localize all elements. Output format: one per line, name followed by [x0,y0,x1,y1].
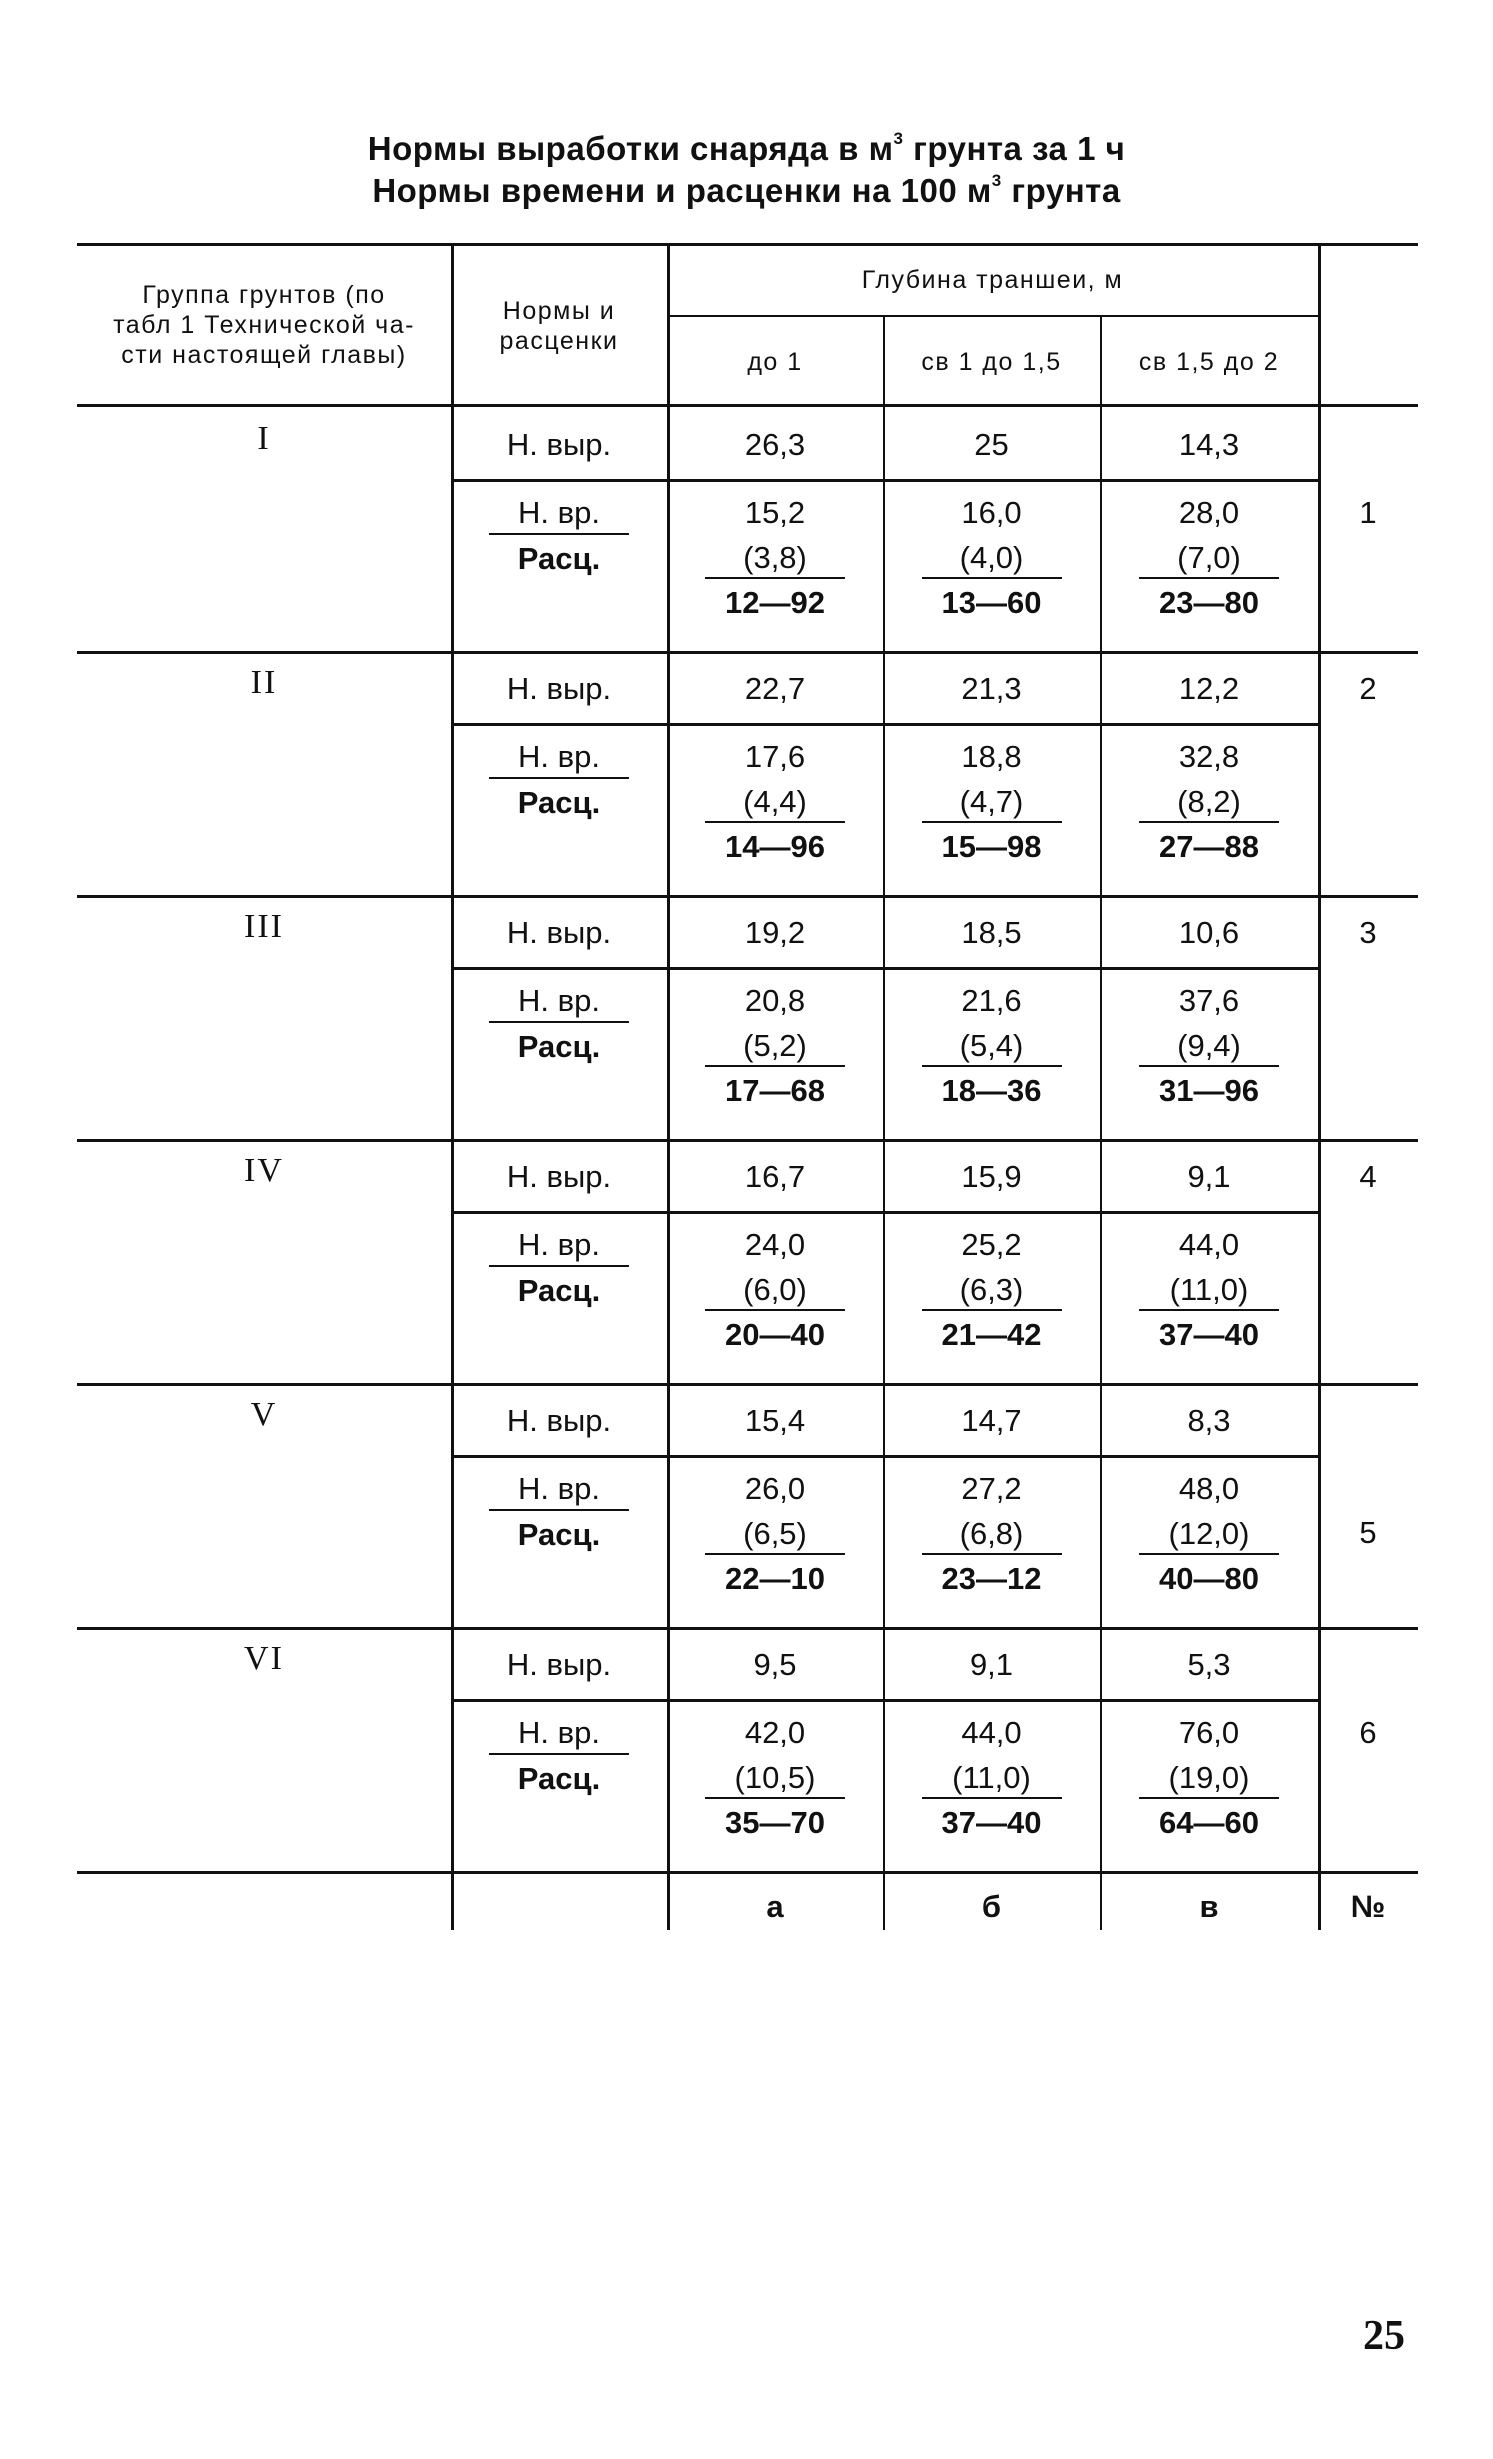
value-nvyr: 10,6 [1178,915,1240,950]
group-bottom-rule [77,1383,1418,1386]
value-paren: (3,8) [743,540,807,575]
value-fraction-bar [705,1309,845,1311]
footer-col-2: б [981,1889,1002,1924]
row-number: 4 [1359,1159,1377,1194]
value-paren: (5,4) [959,1028,1024,1063]
value-fraction-bar [1139,1309,1279,1311]
value-fraction-bar [922,821,1062,823]
label-nvyr: Н. выр. [506,1403,612,1438]
label-fraction-bar [489,777,629,779]
row-number: 6 [1359,1715,1377,1750]
value-nvr: 28,0 [1178,495,1240,530]
label-rasc: Расц. [517,541,601,576]
value-nvyr: 19,2 [744,915,806,950]
value-rasc: 18—36 [941,1073,1042,1108]
value-rasc: 12—92 [725,585,825,620]
label-nvr: Н. вр. [518,739,600,774]
footer-col-1: а [766,1889,784,1924]
row-number: 5 [1359,1515,1377,1550]
label-fraction-bar [489,1021,629,1023]
value-paren: (5,2) [743,1028,807,1063]
header-group-col-line: Группа грунтов (по [142,281,386,309]
header-group-col-line: сти настоящей главы) [121,341,407,369]
nvyr-bottom-rule [451,1699,1318,1702]
title-line-2: Нормы времени и расценки на 100 $м^3$ грунта [372,171,1121,209]
value-nvr: 27,2 [961,1471,1022,1506]
row-number: 1 [1359,495,1377,530]
value-nvyr: 9,1 [1187,1159,1231,1194]
value-rasc: 64—60 [1159,1805,1259,1840]
group-label: VI [244,1640,284,1677]
value-nvyr: 18,5 [961,915,1022,950]
nvyr-bottom-rule [451,1211,1318,1214]
group-bottom-rule [77,1139,1418,1142]
value-paren: (19,0) [1168,1760,1250,1795]
value-fraction-bar [705,1065,845,1067]
label-rasc: Расц. [517,1273,601,1308]
value-rasc: 20—40 [725,1317,825,1352]
value-fraction-bar [922,1797,1062,1799]
value-nvyr: 21,3 [961,671,1022,706]
footer-col-4: № [1350,1889,1386,1924]
col-divider-c [1100,315,1102,1930]
value-nvyr: 12,2 [1178,671,1240,706]
value-rasc: 14—96 [725,829,825,864]
page-number: 25 [1363,2313,1405,2359]
value-rasc: 27—88 [1159,829,1259,864]
col-divider-norms [451,243,454,1930]
value-nvr: 25,2 [961,1227,1022,1262]
header-depth-title: Глубина траншеи, м [861,266,1124,294]
value-paren: (4,0) [959,540,1024,575]
value-rasc: 35—70 [725,1805,825,1840]
value-paren: (11,0) [1169,1272,1249,1307]
label-nvr: Н. вр. [518,495,600,530]
value-paren: (10,5) [734,1760,816,1795]
label-fraction-bar [489,1265,629,1267]
value-paren: (4,7) [959,784,1024,819]
value-fraction-bar [1139,577,1279,579]
header-depth-col-3: св 1,5 до 2 [1138,348,1280,376]
label-rasc: Расц. [517,1029,601,1064]
value-fraction-bar [922,577,1062,579]
value-paren: (6,5) [743,1516,807,1551]
label-rasc: Расц. [517,785,601,820]
header-depth-col-2: св 1 до 1,5 [921,348,1062,376]
value-nvr: 42,0 [744,1715,806,1750]
group-bottom-rule [77,1627,1418,1630]
value-nvyr: 8,3 [1187,1403,1231,1438]
header-norms-col-line: Нормы и [502,297,616,325]
value-nvyr: 16,7 [744,1159,806,1194]
col-divider-b [883,315,885,1930]
group-label: II [250,664,278,701]
value-nvr: 24,0 [744,1227,806,1262]
value-fraction-bar [705,1797,845,1799]
value-nvyr: 15,4 [744,1403,806,1438]
header-bottom-rule [77,404,1418,407]
nvyr-bottom-rule [451,967,1318,970]
group-bottom-rule [77,895,1418,898]
value-nvr: 48,0 [1178,1471,1240,1506]
label-nvyr: Н. выр. [506,1159,612,1194]
value-fraction-bar [1139,1065,1279,1067]
value-nvyr: 22,7 [744,671,806,706]
value-nvyr: 26,3 [744,427,806,462]
value-rasc: 15—98 [941,829,1042,864]
value-nvyr: 14,7 [961,1403,1022,1438]
value-rasc: 21—42 [941,1317,1042,1352]
value-rasc: 13—60 [941,585,1042,620]
value-nvr: 17,6 [744,739,806,774]
value-nvyr: 5,3 [1187,1647,1231,1682]
value-fraction-bar [1139,1797,1279,1799]
label-nvr: Н. вр. [518,1715,600,1750]
col-divider-depth [667,243,670,1930]
value-paren: (11,0) [952,1760,1031,1795]
value-fraction-bar [705,577,845,579]
value-paren: (12,0) [1168,1516,1250,1551]
value-nvr: 18,8 [961,739,1022,774]
value-nvyr: 9,5 [753,1647,797,1682]
footer-col-3: в [1199,1889,1219,1924]
value-nvyr: 15,9 [961,1159,1022,1194]
value-fraction-bar [922,1065,1062,1067]
value-nvr: 37,6 [1178,983,1240,1018]
value-fraction-bar [1139,821,1279,823]
value-fraction-bar [705,1553,845,1555]
group-label: IV [244,1152,284,1189]
label-rasc: Расц. [517,1517,601,1552]
row-number: 2 [1359,671,1377,706]
label-nvr: Н. вр. [518,1227,600,1262]
value-nvyr: 25 [974,427,1009,462]
header-depth-col-1: до 1 [747,348,803,376]
value-nvr: 16,0 [961,495,1022,530]
value-paren: (6,8) [959,1516,1024,1551]
value-nvr: 44,0 [961,1715,1022,1750]
label-fraction-bar [489,1509,629,1511]
group-label: V [250,1396,278,1433]
value-nvr: 20,8 [744,983,806,1018]
value-nvyr: 9,1 [969,1647,1014,1682]
value-fraction-bar [922,1553,1062,1555]
title-line-1: Нормы выработки снаряда в $м^3$ грунта за 1 ч [367,129,1126,167]
label-fraction-bar [489,533,629,535]
col-divider-num [1318,243,1321,1930]
value-rasc: 23—80 [1159,585,1259,620]
value-nvr: 44,0 [1178,1227,1240,1262]
value-rasc: 23—12 [941,1561,1042,1596]
value-nvr: 32,8 [1178,739,1240,774]
value-paren: (4,4) [743,784,807,819]
nvyr-bottom-rule [451,1455,1318,1458]
label-rasc: Расц. [517,1761,601,1796]
label-nvyr: Н. выр. [506,915,612,950]
group-label: I [257,420,271,457]
value-nvr: 21,6 [961,983,1022,1018]
label-nvr: Н. вр. [518,983,600,1018]
group-bottom-rule [77,651,1418,654]
value-nvyr: 14,3 [1178,427,1240,462]
nvyr-bottom-rule [451,723,1318,726]
header-norms-col-line: расценки [499,327,619,355]
label-fraction-bar [489,1753,629,1755]
value-paren: (7,0) [1177,540,1241,575]
value-rasc: 37—40 [1159,1317,1259,1352]
value-paren: (6,0) [743,1272,807,1307]
value-paren: (6,3) [959,1272,1024,1307]
value-rasc: 37—40 [941,1805,1042,1840]
value-rasc: 22—10 [725,1561,825,1596]
value-paren: (8,2) [1177,784,1241,819]
value-fraction-bar [1139,1553,1279,1555]
value-rasc: 31—96 [1159,1073,1259,1108]
value-fraction-bar [922,1309,1062,1311]
label-nvyr: Н. выр. [506,427,612,462]
header-group-col-line: табл 1 Технической ча- [113,311,415,339]
label-nvyr: Н. выр. [506,671,612,706]
group-bottom-rule [77,1871,1418,1874]
label-nvyr: Н. выр. [506,1647,612,1682]
value-nvr: 15,2 [744,495,806,530]
value-nvr: 26,0 [744,1471,806,1506]
value-rasc: 17—68 [725,1073,825,1108]
row-number: 3 [1359,915,1377,950]
value-nvr: 76,0 [1178,1715,1240,1750]
value-fraction-bar [705,821,845,823]
label-nvr: Н. вр. [518,1471,600,1506]
value-paren: (9,4) [1177,1028,1241,1063]
group-label: III [244,908,284,945]
nvyr-bottom-rule [451,479,1318,482]
depth-subheader-rule [667,315,1318,317]
value-rasc: 40—80 [1159,1561,1259,1596]
header-top-rule [77,243,1418,246]
